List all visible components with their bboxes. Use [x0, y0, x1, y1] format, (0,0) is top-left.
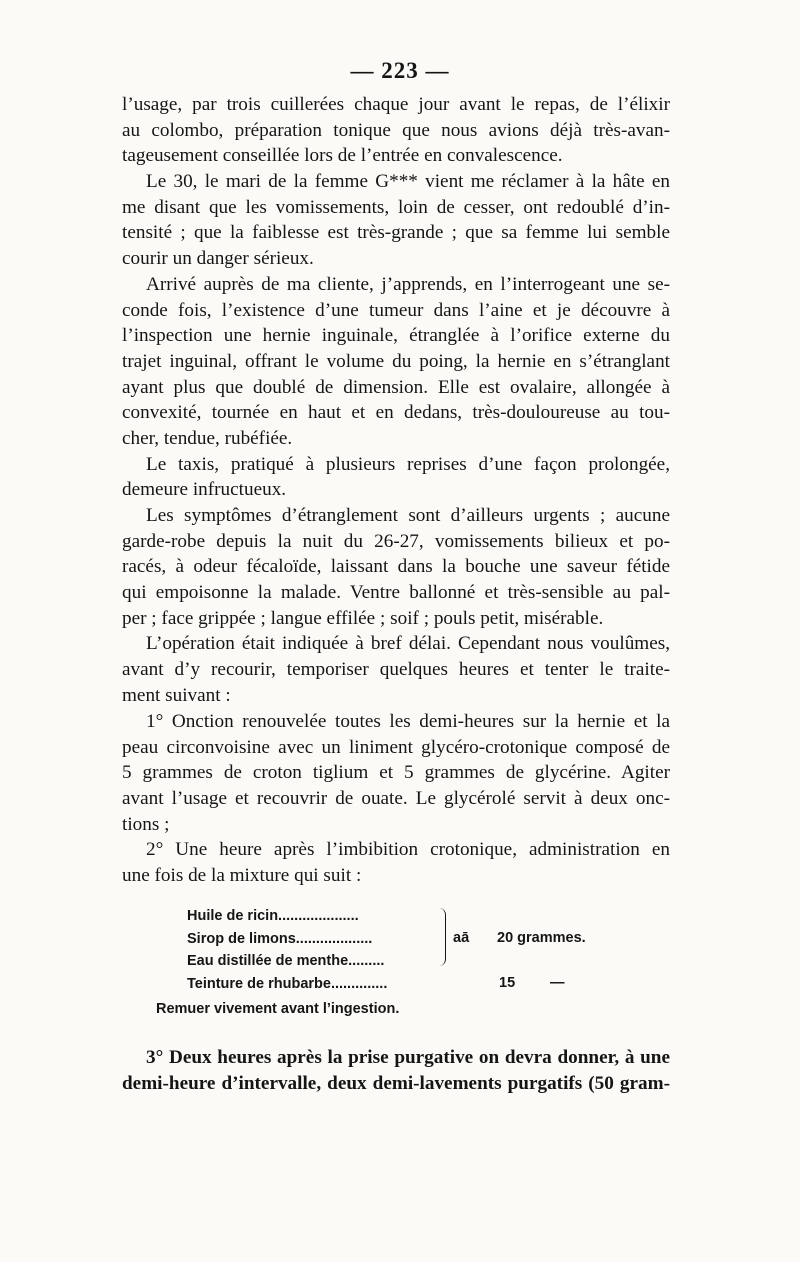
recipe-quantity-tincture: 15 — [499, 975, 516, 991]
text-line: convexité, tournée en haut et en dedans, très-douloureuse au tou- — [122, 402, 670, 424]
prescription-recipe — [187, 905, 607, 995]
recipe-item: Sirop de limons................... — [187, 930, 373, 947]
page-number: — 223 — — [350, 58, 450, 83]
text-line: Le 30, le mari de la femme G*** vient me réclamer à la hâte en — [146, 171, 670, 193]
recipe-aa: aā — [453, 930, 470, 946]
body-text-block-3 — [122, 1045, 670, 1096]
text-line: 2° Une heure après l’imbibition crotonique, administration en — [146, 839, 670, 861]
text-line: tageusement conseillée lors de l’entrée en convalescence. — [122, 145, 563, 167]
text-line: l’usage, par trois cuillerées chaque jour avant le repas, de l’élixir — [122, 94, 670, 115]
text-line: courir un danger sérieux. — [122, 248, 314, 270]
recipe-item: Eau distillée de menthe......... — [187, 953, 385, 969]
text-line: racés, à odeur fécaloïde, laissant dans la bouche une saveur fétide — [122, 556, 670, 578]
text-line: me disant que les vomissements, loin de cesser, ont redoublé d’in- — [122, 196, 670, 218]
recipe-ditto-mark: — — [550, 975, 565, 991]
text-line: l’inspection une hernie inguinale, étranglée à l’orifice externe du — [122, 325, 670, 347]
text-line: qui empoisonne la malade. Ventre ballonné et très-sensible au pal- — [122, 582, 670, 604]
text-line: ayant plus que doublé de dimension. Elle est ovalaire, allongée à — [122, 376, 670, 398]
text-line: Arrivé auprès de ma cliente, j’apprends, en l’interrogeant une se- — [146, 273, 670, 295]
recipe-quantity: 20 grammes. — [497, 930, 586, 946]
text-line: tensité ; que la faiblesse est très-grande ; que sa femme lui semble — [122, 222, 670, 244]
recipe-note: Remuer vivement avant l’ingestion. — [156, 1001, 400, 1017]
text-line: avant l’usage et recouvrir de ouate. Le glycérolé servit à deux onc- — [122, 788, 670, 810]
recipe-item: Huile de ricin.................... — [187, 908, 359, 924]
text-line: 5 grammes de croton tiglium et 5 grammes de glycérine. Agiter — [122, 762, 670, 784]
text-line: L’opération était indiquée à bref délai. Cependant nous voulûmes, — [146, 633, 670, 655]
text-line: demi-heure d’intervalle, deux demi-lavements purgatifs (50 gram- — [122, 1072, 670, 1094]
text-line: peau circonvoisine avec un liniment glycéro-crotonique composé de — [122, 736, 670, 758]
text-line: garde-robe depuis la nuit du 26-27, vomissements bilieux et po- — [122, 530, 670, 552]
text-line: per ; face grippée ; langue effilée ; soif ; pouls petit, misérable. — [122, 607, 604, 629]
text-line: avant d’y recourir, temporiser quelques heures et tenter le traite- — [122, 659, 670, 681]
text-line: cher, tendue, rubéfiée. — [122, 427, 293, 449]
recipe-brace — [439, 908, 446, 966]
text-line: une fois de la mixture qui suit : — [122, 865, 362, 887]
text-line: 1° Onction renouvelée toutes les demi-heures sur la hernie et la — [146, 711, 670, 732]
text-line: ment suivant : — [122, 684, 231, 706]
recipe-item: Teinture de rhubarbe.............. — [187, 975, 388, 992]
text-line: au colombo, préparation tonique que nous avions déjà très-avan- — [122, 119, 670, 141]
text-line: conde fois, l’existence d’une tumeur dans l’aine et je découvre à — [122, 299, 670, 321]
body-text-block-2 — [122, 709, 670, 889]
text-line: trajet inguinal, offrant le volume du poing, la hernie en s’étranglant — [122, 350, 670, 372]
body-text-block-1 — [122, 92, 670, 709]
text-line: tions ; — [122, 813, 170, 835]
text-line: demeure infructueux. — [122, 479, 287, 501]
text-line: 3° Deux heures après la prise purgative on devra donner, à une — [146, 1047, 670, 1068]
text-line: Les symptômes d’étranglement sont d’ailleurs urgents ; aucune — [146, 505, 670, 526]
text-line: Le taxis, pratiqué à plusieurs reprises d’une façon prolongée, — [146, 453, 670, 475]
